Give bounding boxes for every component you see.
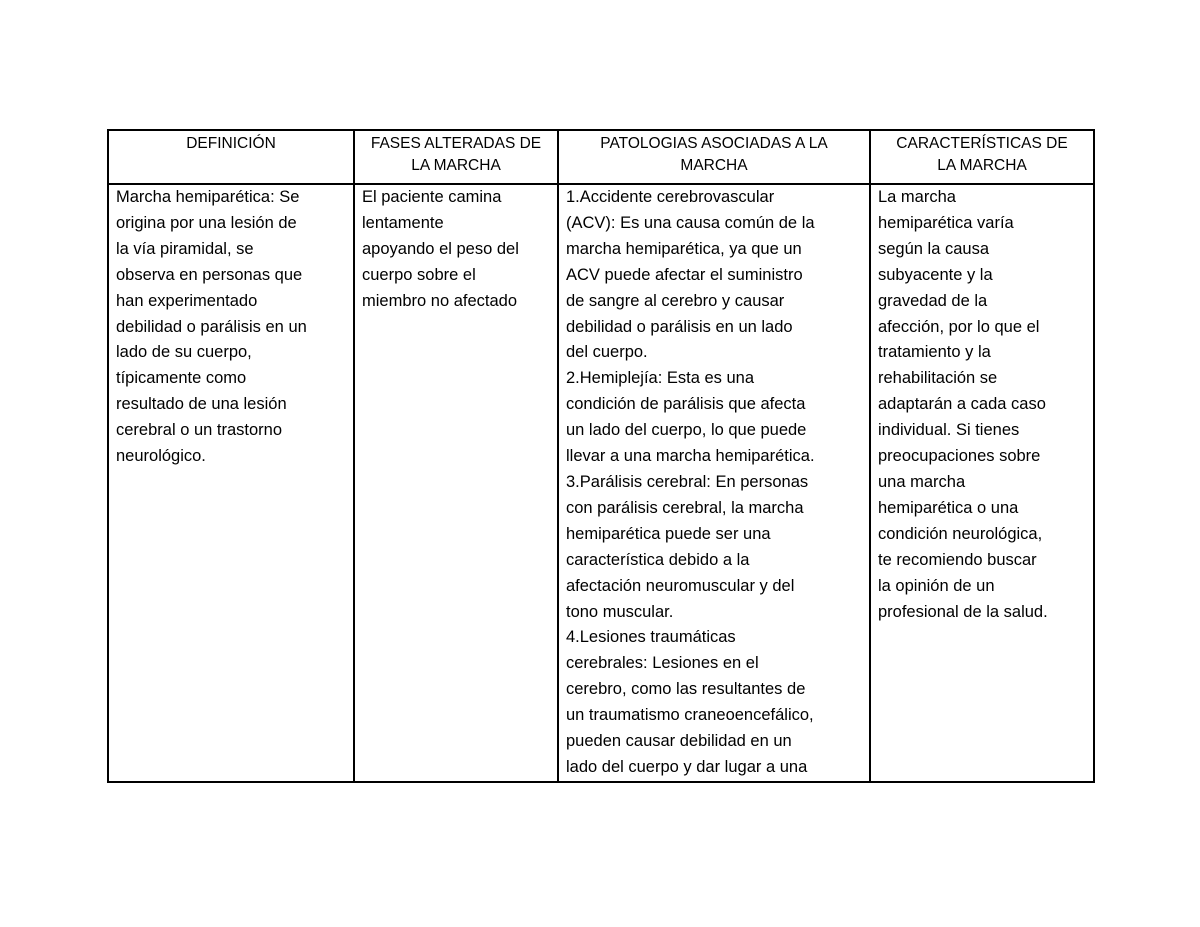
patologia-item-3: 3.Parálisis cerebral: En personas con parálisis cerebral, la marcha hemiparética puede ser una característica debido a la afectación neuromuscular y del tono muscular.: [566, 472, 809, 621]
cell-patologias: [558, 184, 870, 782]
table-header-row: [108, 130, 1094, 184]
cell-definicion: Marcha hemiparética: Se origina por una lesión de la vía piramidal, se observa en personas que han experimentado debilidad o parálisis en un lado de su cuerpo, típicamente como resultado de una lesión cerebral o un trastorno neurológico.: [108, 184, 354, 782]
header-caracteristicas: CARACTERÍSTICAS DE LA MARCHA: [870, 130, 1094, 184]
header-definicion: DEFINICIÓN: [108, 130, 354, 184]
patologia-item-1: 1.Accidente cerebrovascular (ACV): Es una causa común de la marcha hemiparética, ya que un ACV puede afectar el suministro de sangre al cerebro y causar debilidad o parálisis en un lado del cuerpo.: [566, 188, 815, 362]
header-fases: FASES ALTERADAS DE LA MARCHA: [354, 130, 558, 184]
header-patologias: PATOLOGIAS ASOCIADAS A LA MARCHA: [558, 130, 870, 184]
table-row: [108, 184, 1094, 782]
cell-caracteristicas: La marcha hemiparética varía según la causa subyacente y la gravedad de la afección, por lo que el tratamiento y la rehabilitación se adaptarán a cada caso individual. Si tienes preocupaciones sobre una marcha hemiparética o una condición neurológica, te recomiendo buscar la opinión de un profesional de la salud.: [870, 184, 1094, 782]
cell-fases: El paciente camina lentamente apoyando el peso del cuerpo sobre el miembro no afectado: [354, 184, 558, 782]
gait-table: [107, 129, 1095, 783]
patologia-item-2: 2.Hemiplejía: Esta es una condición de parálisis que afecta un lado del cuerpo, lo que puede llevar a una marcha hemiparética.: [566, 369, 815, 466]
patologia-item-4: 4.Lesiones traumáticas cerebrales: Lesiones en el cerebro, como las resultantes de un traumatismo craneoencefálico, pueden causar debilidad en un lado del cuerpo y dar lugar a una: [566, 628, 814, 776]
